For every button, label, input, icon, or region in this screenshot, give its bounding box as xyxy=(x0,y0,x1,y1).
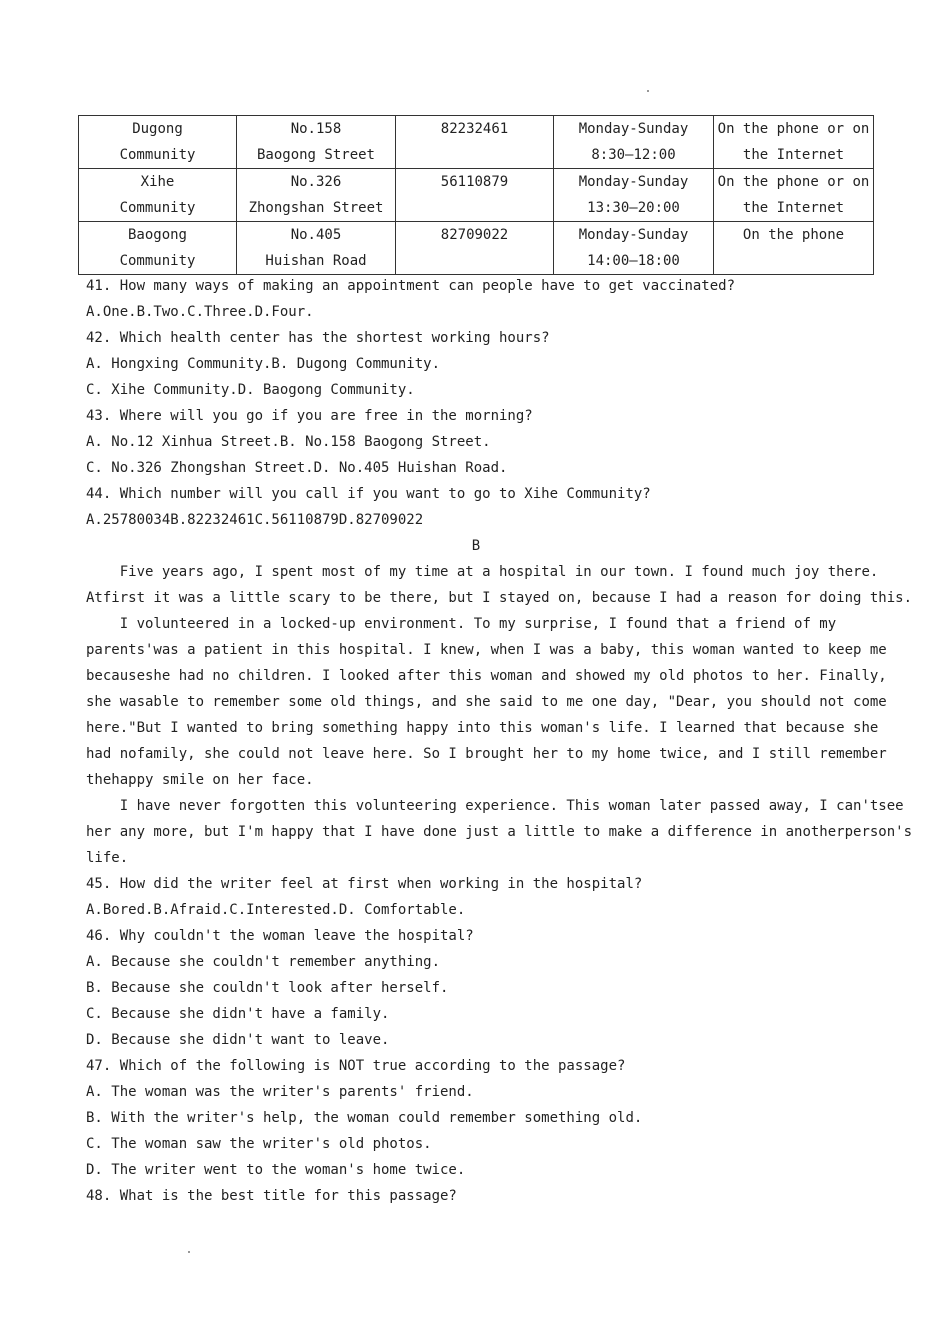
table-cell-time xyxy=(554,116,714,169)
table-cell-address xyxy=(237,169,396,222)
paragraph-line: life. xyxy=(86,850,129,866)
answer-option: A.Bored.B.Afraid.C.Interested.D. Comfortable. xyxy=(86,902,466,918)
cell-text: 56110879 xyxy=(440,174,509,190)
paragraph-line: parents'was a patient in this hospital. I knew, when I was a baby, this woman wanted to keep me xyxy=(86,642,887,658)
cell-text: On the phone xyxy=(742,227,845,243)
answer-option: D. The writer went to the woman's home twice. xyxy=(86,1162,466,1178)
paragraph-line: I have never forgotten this volunteering experience. This woman later passed away, I can'tsee xyxy=(86,798,904,814)
paragraph-line: becauseshe had no children. I looked after this woman and showed my old photos to her. Finally, xyxy=(86,668,887,684)
cell-text: Dugong xyxy=(132,121,183,137)
cell-text: Baogong Street xyxy=(256,147,375,163)
answer-options: A. No.12 Xinhua Street.B. No.158 Baogong Street. xyxy=(86,434,491,450)
section-label: B xyxy=(471,538,481,554)
question-stem: 45. How did the writer feel at first when working in the hospital? xyxy=(86,876,643,892)
part-a-questions xyxy=(86,273,866,533)
passage-b xyxy=(86,559,913,871)
table-cell-name xyxy=(79,116,237,169)
table-cell-method xyxy=(714,116,874,169)
header-dot xyxy=(647,90,649,92)
cell-text: Zhongshan Street xyxy=(248,200,384,216)
table-cell-phone xyxy=(396,116,554,169)
paragraph-line: her any more, but I'm happy that I have done just a little to make a difference in anotherperson's xyxy=(86,824,913,840)
vaccination-schedule-table xyxy=(78,115,874,275)
answer-option: B. With the writer's help, the woman could remember something old. xyxy=(86,1110,643,1126)
cell-text: No.158 xyxy=(290,121,342,137)
table-row xyxy=(79,116,874,169)
answer-options: A. Hongxing Community.B. Dugong Community. xyxy=(86,356,441,372)
footer-dot xyxy=(188,1251,190,1253)
cell-text: 82232461 xyxy=(440,121,509,137)
answer-options: C. No.326 Zhongshan Street.D. No.405 Huishan Road. xyxy=(86,460,508,476)
passage-paragraph xyxy=(86,611,887,793)
cell-text: Huishan Road xyxy=(265,253,367,269)
cell-text: Monday-Sunday xyxy=(578,174,689,190)
paragraph-line: had nofamily, she could not leave here. So I brought her to my home twice, and I still remember xyxy=(86,746,887,762)
cell-text: the Internet xyxy=(742,200,845,216)
question-stem: 48. What is the best title for this passage? xyxy=(86,1188,457,1204)
table-cell-phone xyxy=(396,169,554,222)
cell-text: Community xyxy=(119,200,196,216)
paragraph-line: she wasable to remember some old things, and she said to me one day, "Dear, you should not come xyxy=(86,694,887,710)
table-body xyxy=(79,116,874,275)
table-row xyxy=(79,169,874,222)
cell-text: Xihe xyxy=(140,174,175,190)
table-cell-name xyxy=(79,169,237,222)
cell-text: 8:30—12:00 xyxy=(591,147,676,163)
cell-text: Monday-Sunday xyxy=(578,227,689,243)
table-cell-time xyxy=(554,222,714,275)
cell-text: Monday-Sunday xyxy=(578,121,689,137)
paragraph-line: thehappy smile on her face. xyxy=(86,772,314,788)
question-stem: 47. Which of the following is NOT true according to the passage? xyxy=(86,1058,626,1074)
answer-options: A.One.B.Two.C.Three.D.Four. xyxy=(86,304,314,320)
question-stem: 43. Where will you go if you are free in the morning? xyxy=(86,408,533,424)
passage-paragraph xyxy=(86,793,913,871)
table-cell-time xyxy=(554,169,714,222)
answer-option: C. Because she didn't have a family. xyxy=(86,1006,390,1022)
answer-option: A. The woman was the writer's parents' friend. xyxy=(86,1084,474,1100)
cell-text: Community xyxy=(119,147,196,163)
cell-text: 14:00—18:00 xyxy=(587,253,680,269)
answer-option: B. Because she couldn't look after herself. xyxy=(86,980,449,996)
table-cell-address xyxy=(237,116,396,169)
table-cell-phone xyxy=(396,222,554,275)
paragraph-line: Atfirst it was a little scary to be there, but I stayed on, because I had a reason for doing this. xyxy=(86,590,913,606)
table-cell-name xyxy=(79,222,237,275)
passage-paragraph xyxy=(86,559,913,611)
paragraph-line: I volunteered in a locked-up environment. To my surprise, I found that a friend of my xyxy=(86,616,837,632)
cell-text: 82709022 xyxy=(440,227,509,243)
cell-text: On the phone or on xyxy=(717,121,870,137)
question-stem: 44. Which number will you call if you want to go to Xihe Community? xyxy=(86,486,651,502)
paragraph-line: here."But I wanted to bring something happy into this woman's life. I learned that because she xyxy=(86,720,879,736)
table-cell-method xyxy=(714,169,874,222)
paragraph-line: Five years ago, I spent most of my time at a hospital in our town. I found much joy there. xyxy=(86,564,879,580)
answer-option: C. The woman saw the writer's old photos. xyxy=(86,1136,432,1152)
question-stem: 41. How many ways of making an appointment can people have to get vaccinated? xyxy=(86,278,736,294)
cell-text: the Internet xyxy=(742,147,845,163)
cell-text: 13:30—20:00 xyxy=(587,200,680,216)
answer-option: D. Because she didn't want to leave. xyxy=(86,1032,390,1048)
cell-text: Community xyxy=(119,253,196,269)
document-body xyxy=(86,273,913,1209)
table-cell-method xyxy=(714,222,874,275)
part-b-questions xyxy=(86,871,866,1209)
cell-text: On the phone or on xyxy=(717,174,870,190)
answer-options: C. Xihe Community.D. Baogong Community. xyxy=(86,382,415,398)
table-cell-address xyxy=(237,222,396,275)
question-stem: 42. Which health center has the shortest working hours? xyxy=(86,330,550,346)
cell-text: Baogong xyxy=(127,227,187,243)
table-row xyxy=(79,222,874,275)
question-stem: 46. Why couldn't the woman leave the hospital? xyxy=(86,928,474,944)
cell-text: No.405 xyxy=(290,227,342,243)
answer-option: A. Because she couldn't remember anything. xyxy=(86,954,441,970)
answer-options: A.25780034B.82232461C.56110879D.82709022 xyxy=(86,512,424,528)
cell-text: No.326 xyxy=(290,174,342,190)
